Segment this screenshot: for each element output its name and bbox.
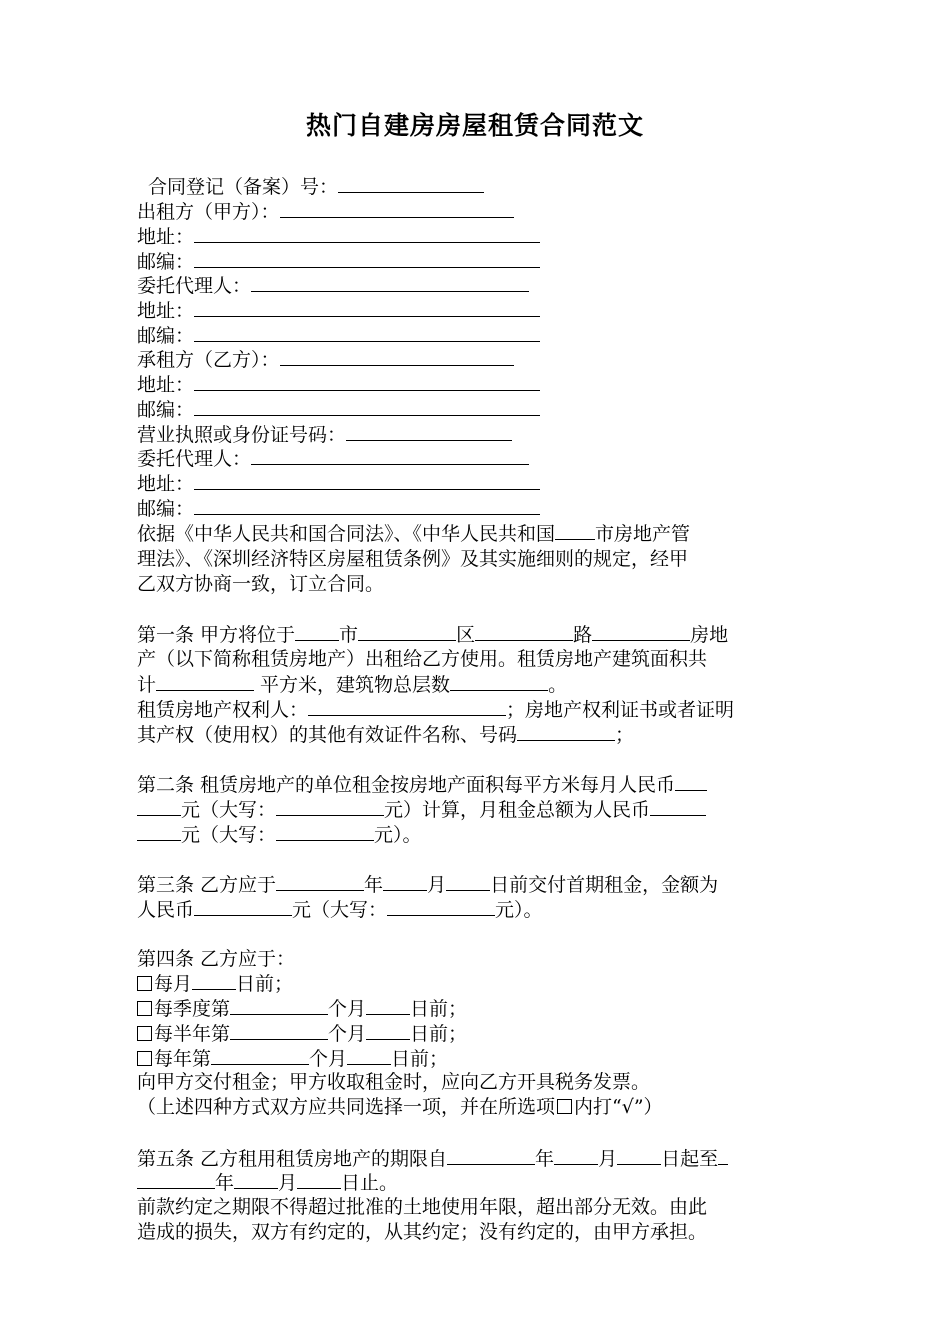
article-1-line-4 (137, 697, 734, 723)
article-2-line-2 (137, 797, 706, 823)
lessor-agent-postcode-blank[interactable] (194, 323, 540, 342)
field-label: 地址： (137, 374, 195, 396)
article-3-line-2 (137, 897, 543, 923)
month-blank[interactable] (554, 1146, 598, 1165)
property-blank[interactable] (592, 622, 690, 641)
article-5-line-1 (137, 1146, 728, 1172)
article-text: 租赁房地产权利人： (137, 699, 309, 721)
lessor-agent-postcode-line (137, 323, 540, 349)
end-year-blank-cont[interactable] (137, 1170, 215, 1189)
month-blank[interactable] (383, 872, 427, 891)
year-blank[interactable] (447, 1146, 535, 1165)
article-text: 房地 (690, 624, 729, 646)
article-text: 日前交付首期租金，金额为 (490, 874, 719, 896)
article-text: 年 (364, 874, 384, 896)
article-2-heading: 第二条 租赁房地产的单位租金按房地产面积每平方米每月人民币 (137, 774, 676, 796)
lessee-blank[interactable] (280, 347, 514, 366)
article-1-heading: 第一条 甲方将位于 (137, 624, 296, 646)
unit-rent-blank[interactable] (675, 772, 707, 791)
checkbox-icon (557, 1099, 572, 1114)
option-text: 每季度第 (154, 998, 231, 1020)
option-text: 个月 (328, 998, 367, 1020)
day-blank[interactable] (347, 1046, 391, 1065)
field-label: 营业执照或身份证号码： (137, 424, 347, 446)
article-text: 。 (548, 674, 568, 696)
lessor-line (137, 199, 514, 225)
field-label: 合同登记（备案）号： (148, 176, 339, 198)
article-text: 元（大写： (292, 899, 388, 921)
preamble-text: 市房地产管 (595, 523, 691, 545)
year-blank[interactable] (276, 872, 364, 891)
lessor-agent-line (137, 273, 529, 299)
option-quarterly (137, 996, 467, 1022)
option-text: 日前； (410, 1023, 468, 1045)
document-title: 热门自建房房屋租赁合同范文 (305, 111, 644, 140)
registration-number-blank[interactable] (338, 174, 484, 193)
article-text: 人民币 (137, 899, 195, 921)
lessee-agent-postcode-line (137, 496, 540, 522)
option-monthly (137, 971, 293, 997)
note-text: （上述四种方式双方应共同选择一项，并在所选项 (137, 1096, 556, 1118)
lessee-address-blank[interactable] (194, 372, 540, 391)
lessor-postcode-blank[interactable] (194, 249, 540, 268)
article-1-line-2: 产（以下简称租赁房地产）出租给乙方使用。租赁房地产建筑面积共 (137, 648, 708, 670)
end-day-blank[interactable] (297, 1170, 341, 1189)
end-month-blank[interactable] (234, 1170, 278, 1189)
lessor-address-blank[interactable] (194, 224, 540, 243)
article-text: 日止。 (341, 1172, 399, 1194)
option-text: 日前； (391, 1048, 449, 1070)
article-text: 元（大写： (181, 824, 277, 846)
article-text: 月 (427, 874, 447, 896)
lessee-agent-line (137, 446, 529, 472)
article-text: 月 (278, 1172, 298, 1194)
city-blank[interactable] (295, 622, 339, 641)
end-year-blank[interactable] (718, 1146, 728, 1165)
option-text: 每年第 (154, 1048, 212, 1070)
article-5-line-3: 前款约定之期限不得超过批准的土地使用年限，超出部分无效。由此 (137, 1196, 708, 1218)
lessee-agent-postcode-blank[interactable] (194, 496, 540, 515)
field-label: 邮编： (137, 325, 195, 347)
option-text: 每半年第 (154, 1023, 231, 1045)
first-rent-blank[interactable] (194, 897, 292, 916)
lessee-agent-blank[interactable] (251, 446, 529, 465)
preamble-line-2: 理法》、《深圳经济特区房屋租赁条例》及其实施细则的规定，经甲 (137, 548, 689, 570)
lessor-address-line (137, 224, 540, 250)
article-1-line-1 (137, 622, 728, 648)
article-text: 市 (339, 624, 359, 646)
lessee-agent-address-blank[interactable] (194, 471, 540, 490)
registration-number-line (148, 174, 484, 200)
lessor-blank[interactable] (280, 199, 514, 218)
option-text: 个月 (328, 1023, 367, 1045)
note-text: 内打“√”） (574, 1096, 663, 1118)
article-text: 年 (535, 1148, 555, 1170)
article-3-line-1 (137, 872, 718, 898)
article-5-heading: 第五条 乙方租用租赁房地产的期限自 (137, 1148, 448, 1170)
option-yearly (137, 1046, 448, 1072)
option-half-yearly (137, 1021, 467, 1047)
field-label: 邮编： (137, 399, 195, 421)
field-label: 承租方（乙方）： (137, 349, 280, 371)
field-label: 委托代理人： (137, 275, 252, 297)
lessee-agent-address-line (137, 471, 540, 497)
checkbox[interactable] (137, 1001, 152, 1016)
lessor-agent-address-line (137, 298, 540, 324)
monthly-rent-blank-cont[interactable] (137, 822, 181, 841)
day-blank[interactable] (366, 1021, 410, 1040)
field-label: 邮编： (137, 498, 195, 520)
article-text: 计 (137, 674, 157, 696)
month-number-blank[interactable] (230, 1021, 328, 1040)
lessee-address-line (137, 372, 540, 398)
certificate-blank[interactable] (517, 722, 615, 741)
city-blank[interactable] (555, 521, 595, 540)
lessee-id-line (137, 422, 512, 448)
field-label: 出租方（甲方）： (137, 201, 280, 223)
monthly-rent-words-blank[interactable] (276, 822, 374, 841)
checkbox[interactable] (137, 1051, 152, 1066)
preamble-line-1 (137, 521, 690, 547)
day-blank[interactable] (192, 971, 236, 990)
checkbox[interactable] (137, 1026, 152, 1041)
option-text: 个月 (309, 1048, 348, 1070)
article-text: 元）。 (495, 899, 543, 921)
article-1-line-3 (137, 672, 567, 698)
article-1-line-5 (137, 722, 634, 748)
district-blank[interactable] (358, 622, 456, 641)
article-3-heading: 第三条 乙方应于 (137, 874, 277, 896)
article-5-line-4: 造成的损失，双方有约定的，从其约定；没有约定的，由甲方承担。 (137, 1221, 708, 1243)
lessee-postcode-blank[interactable] (194, 397, 540, 416)
article-text: 元）。 (374, 824, 422, 846)
day-blank[interactable] (366, 996, 410, 1015)
article-4-heading: 第四条 乙方应于： (137, 948, 296, 970)
lessee-id-blank[interactable] (346, 422, 512, 441)
road-blank[interactable] (475, 622, 573, 641)
article-text: 平方米，建筑物总层数 (254, 674, 451, 696)
article-text: 日起至 (661, 1148, 719, 1170)
article-text: 月 (598, 1148, 618, 1170)
lessor-agent-address-blank[interactable] (194, 298, 540, 317)
article-4-note (137, 1095, 663, 1120)
preamble-line-3: 乙双方协商一致，订立合同。 (137, 573, 385, 595)
field-label: 地址： (137, 226, 195, 248)
field-label: 委托代理人： (137, 448, 252, 470)
field-label: 地址： (137, 473, 195, 495)
monthly-rent-blank[interactable] (650, 797, 706, 816)
month-number-blank[interactable] (211, 1046, 309, 1065)
article-text: 年 (215, 1172, 235, 1194)
month-number-blank[interactable] (230, 996, 328, 1015)
article-text: 其产权（使用权）的其他有效证件名称、号码 (137, 724, 518, 746)
article-text: 元（大写： (181, 799, 277, 821)
lessor-agent-blank[interactable] (251, 273, 529, 292)
day-blank[interactable] (617, 1146, 661, 1165)
field-label: 邮编： (137, 251, 195, 273)
option-text: 日前； (410, 998, 468, 1020)
unit-rent-blank-cont[interactable] (137, 797, 181, 816)
option-text: 日前； (236, 973, 294, 995)
floors-blank[interactable] (450, 672, 548, 691)
article-text: 元）计算，月租金总额为人民币 (384, 799, 651, 821)
lessee-postcode-line (137, 397, 540, 423)
lessee-line (137, 347, 514, 373)
article-2-line-1 (137, 772, 707, 798)
field-label: 地址： (137, 300, 195, 322)
article-text: ； (615, 724, 635, 746)
article-text: 路 (573, 624, 593, 646)
option-text: 每月 (154, 973, 193, 995)
day-blank[interactable] (446, 872, 490, 891)
article-text: ；房地产权利证书或者证明 (506, 699, 735, 721)
preamble-text: 依据《中华人民共和国合同法》、《中华人民共和国 (137, 523, 556, 545)
owner-blank[interactable] (308, 697, 506, 716)
first-rent-words-blank[interactable] (387, 897, 495, 916)
article-text: 区 (456, 624, 476, 646)
article-5-line-2 (137, 1170, 398, 1196)
unit-rent-words-blank[interactable] (276, 797, 384, 816)
article-2-line-3 (137, 822, 422, 848)
checkbox[interactable] (137, 976, 152, 991)
area-blank[interactable] (156, 672, 254, 691)
article-4-payment: 向甲方交付租金；甲方收取租金时，应向乙方开具税务发票。 (137, 1071, 651, 1093)
lessor-postcode-line (137, 249, 540, 275)
